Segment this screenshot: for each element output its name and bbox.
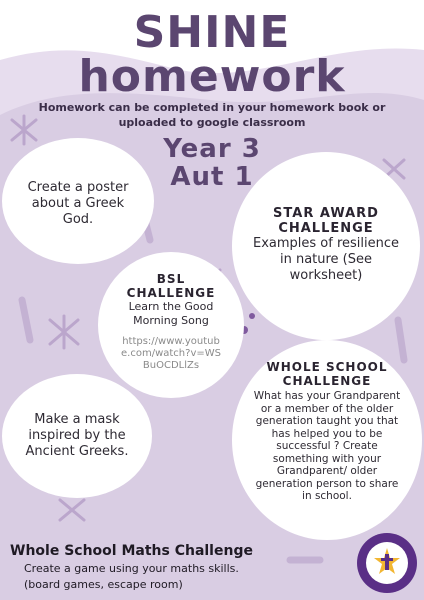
- maths-challenge-line1: Create a game using your maths skills.: [24, 562, 239, 575]
- task-poster-text: Create a poster about a Greek God.: [27, 180, 129, 227]
- whole-school-text: What has your Grandparent or a member of the older generation taught you that has helped you to be successful ? Create something with your Grandparent/ older generation person to share in school.: [253, 390, 401, 502]
- year-label: Year 3: [163, 134, 261, 164]
- page-title-homework: homework: [78, 51, 346, 102]
- maths-challenge-heading: Whole School Maths Challenge: [10, 543, 253, 559]
- bsl-link[interactable]: https://www.youtube.com/watch?v=WSBuOCDLlZs: [121, 336, 221, 371]
- school-badge-logo: [356, 532, 418, 594]
- star-award-text: Examples of resilience in nature (See worksheet): [252, 236, 399, 283]
- task-mask-text: Make a mask inspired by the Ancient Greeks.: [25, 412, 129, 459]
- whole-school-heading: WHOLE SCHOOL CHALLENGE: [266, 360, 388, 388]
- page-subtitle: Homework can be completed in your homework book or uploaded to google classroom: [38, 101, 386, 129]
- maths-challenge-line2: (board games, escape room): [24, 578, 183, 591]
- term-label: Aut 1: [170, 162, 254, 192]
- star-award-heading: STAR AWARD CHALLENGE: [273, 206, 379, 236]
- bsl-text: Learn the Good Morning Song: [128, 300, 214, 327]
- bsl-heading: BSL CHALLENGE: [126, 272, 216, 300]
- page-title-shine: SHINE: [133, 7, 291, 58]
